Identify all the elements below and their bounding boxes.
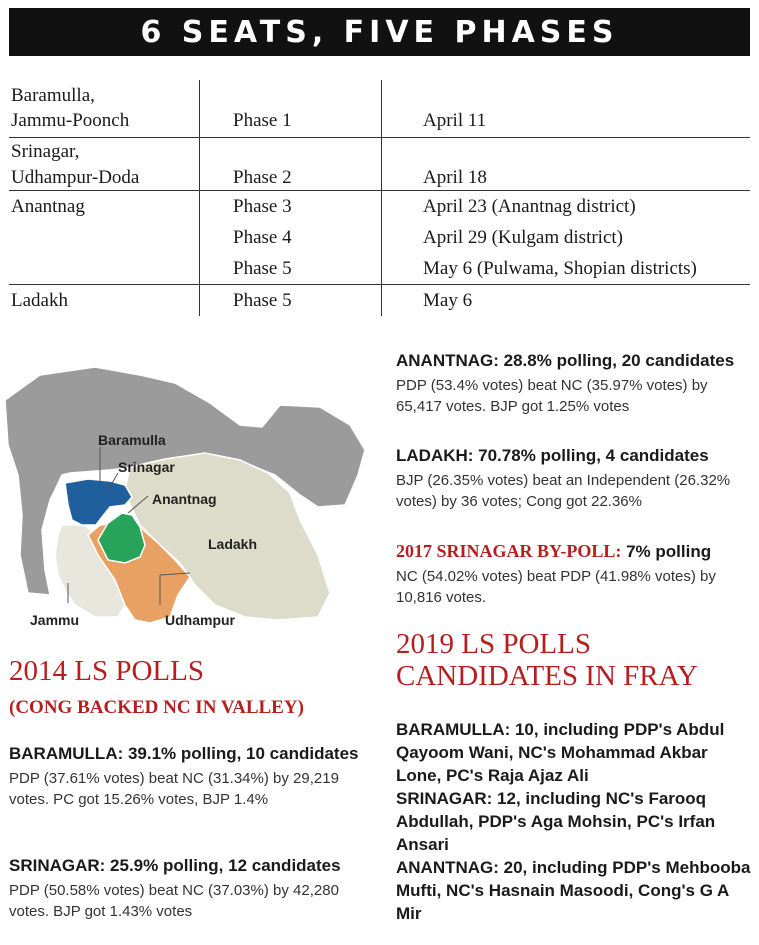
ls2019-title [396,628,698,692]
ls2014-srinagar [9,855,364,922]
ls2019-title-line1: 2019 LS POLLS [396,628,591,660]
result-heading: LADAKH: 70.78% polling, 4 candidates [396,446,709,465]
map-label-baramulla: Baramulla [98,432,166,448]
result-text: PDP (50.58% votes) beat NC (37.03%) by 42,280 votes. BJP got 1.43% votes [9,882,339,920]
ls2014-title: 2014 LS POLLS [9,655,204,687]
ls2019-candidates [396,718,752,925]
poll-date: April 29 (Kulgam district) [423,226,623,248]
map-label-ladakh: Ladakh [208,536,258,552]
phase-label: Phase 1 [233,110,292,131]
seat-name: Udhampur-Doda [11,167,140,188]
phase-label: Phase 2 [233,167,292,188]
phase-label: Phase 4 [233,226,292,248]
phase-label: Phase 5 [233,289,292,311]
result-heading: BARAMULLA: 39.1% polling, 10 candidates [9,744,359,763]
map-label-jammu: Jammu [30,612,80,628]
phase-label: Phase 5 [233,257,292,279]
result-text: NC (54.02% votes) beat PDP (41.98% votes) by 10,816 votes. [396,568,716,606]
seat-name: Ladakh [11,289,68,311]
ls2019-title-line2: CANDIDATES IN FRAY [396,660,698,692]
poll-date: April 11 [423,110,487,131]
constituency-map [0,355,370,640]
candidates-anantnag: ANANTNAG: 20, including PDP's Mehbooba Mufti, NC's Hasnain Masoodi, Cong's G A Mir [396,858,751,923]
seat-name: Srinagar, [11,141,80,162]
result-heading: SRINAGAR: 25.9% polling, 12 candidates [9,856,341,875]
poll-date: May 6 (Pulwama, Shopian districts) [423,257,697,279]
candidates-baramulla: BARAMULLA: 10, including PDP's Abdul Qayoom Wani, NC's Mohammad Akbar Lone, PC's Raja Ajaz Ali [396,720,725,785]
byepoll-heading: 2017 SRINAGAR BY-POLL: [396,541,622,561]
result-text: PDP (53.4% votes) beat NC (35.97% votes) by 65,417 votes. BJP got 1.25% votes [396,377,708,415]
byepoll-polling: 7% polling [621,542,712,561]
table-row [9,80,750,138]
seat-name: Anantnag [11,195,85,217]
result-heading: ANANTNAG: 28.8% polling, 20 candidates [396,351,735,370]
result-text: PDP (37.61% votes) beat NC (31.34%) by 29,219 votes. PC got 15.26% votes, BJP 1.4% [9,770,339,808]
table-row [9,191,750,285]
anantnag-result [396,350,752,417]
seat-name: Baramulla, [11,84,95,106]
map-label-anantnag: Anantnag [152,491,217,507]
map-label-srinagar: Srinagar [118,459,175,475]
result-text: BJP (26.35% votes) beat an Independent (26.32% votes) by 36 votes; Cong got 22.36% [396,472,731,510]
table-row [9,285,750,316]
table-row [9,138,750,191]
poll-date: April 18 [423,167,487,188]
title-banner: 6 SEATS, FIVE PHASES [9,8,750,56]
map-label-udhampur: Udhampur [165,612,235,628]
poll-date: April 23 (Anantnag district) [423,195,636,217]
phase-table [9,80,750,316]
poll-date: May 6 [423,289,473,311]
candidates-srinagar: SRINAGAR: 12, including NC's Farooq Abdullah, PDP's Aga Mohsin, PC's Irfan Ansari [396,789,716,854]
ls2014-subtitle: (CONG BACKED NC IN VALLEY) [9,697,304,718]
ladakh-result [396,445,752,512]
byepoll-result [396,540,752,608]
phase-label: Phase 3 [233,195,292,217]
seat-name: Jammu-Poonch [11,110,130,131]
ls2014-baramulla [9,743,364,810]
